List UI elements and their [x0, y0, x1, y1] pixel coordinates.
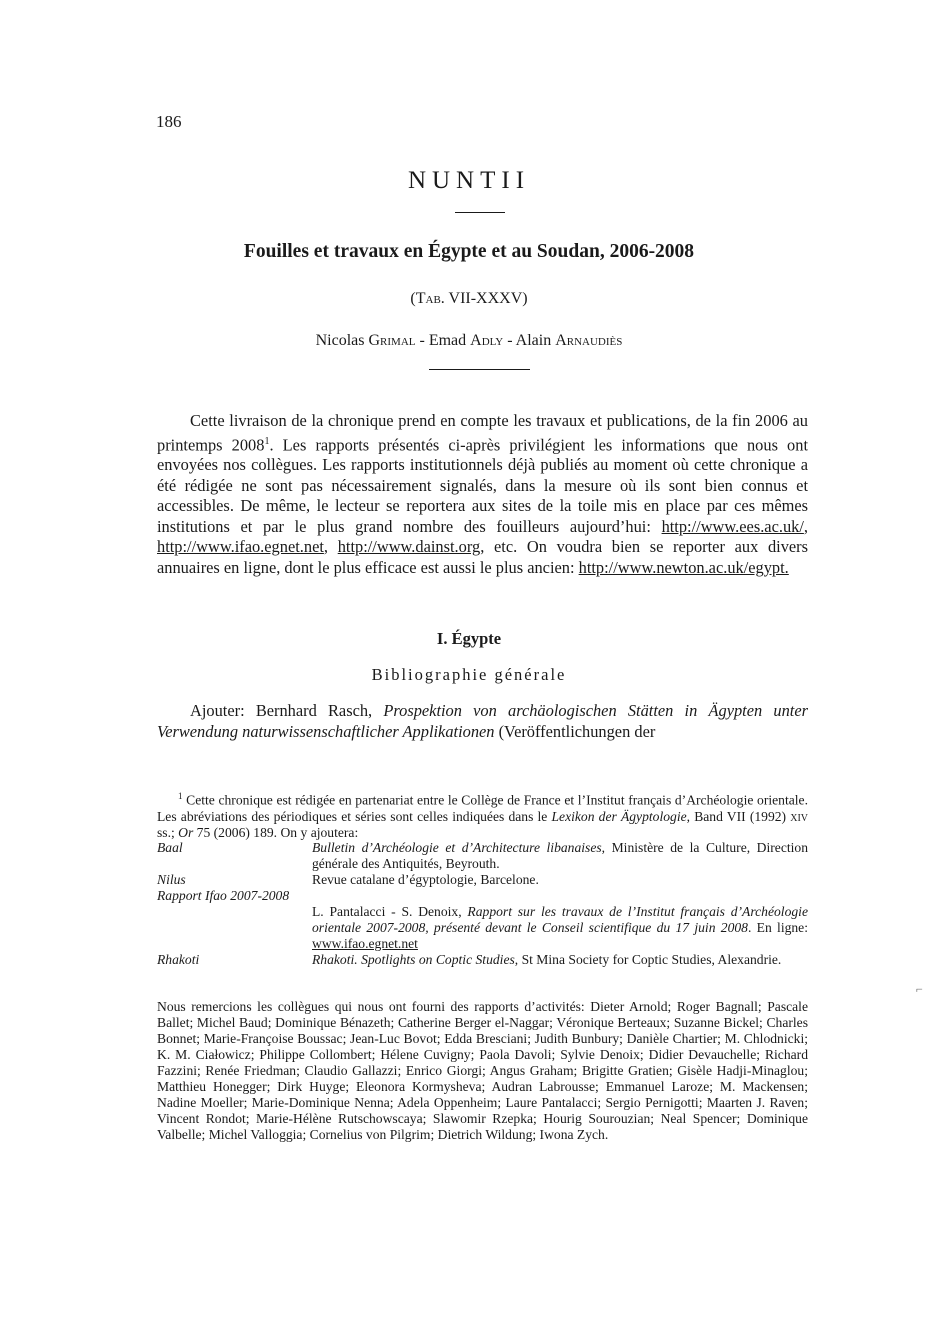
section-heading: I. Égypte [436, 629, 502, 648]
article-title: Fouilles et travaux en Égypte et au Soudan, 2006-2008 [243, 241, 695, 262]
acknowledgements-paragraph: Nous remercions les collègues qui nous ont fourni des rapports d’activités: Dieter Arnold; Roger Bagnall; Pascale Ballet; Michel Baud; Dominique Bénazeth; Catherine Berger el-Naggar; Véronique Berteaux; Suzanne Bickel; Charles Bonnet; Marie-Françoise Boussac; Jean-Luc Bovot; Edda Bresciani; Judith Bunbury; Danièle Chartier; M. Chlodnicki; K. M. Ciałowicz; Philippe Collombert; Hélene Cuvigny; Paola Davoli; Sylvie Denoix; Didier Devauchelle; Richard Fazzini; Renée Friedman; Claudio Gallazzi; Enrico Giorgi; Angus Graham; Brigitte Gratien; Gisèle Hadji-Minaglou; Matthieu Honegger; Dirk Huyge; Eleonora Kormysheva; Audran Labrousse; Emmanuel Laroze; M. Mackensen; Nadine Moeller; Marie-Dominique Nenna; Adela Oppenheim; Laure Pantalacci; Sergio Pernigotti; Maarten J. Raven; Vincent Rondot; Marie-Hélène Rutschowscaya; Slawomir Rzepka; Hourig Sourouzian; Neal Spencer; Dominique Valbelle; Michel Valloggia; Cornelius von Pilgrim; Dietrich Wildung; Iwona Zych. [157, 999, 808, 1142]
subsection-heading: Bibliographie générale [371, 665, 567, 684]
intro-paragraph: Cette livraison de la chronique prend en compte les travaux et publications, de la fin 2006 au printemps 2008$^1$. Les rapports présentés ci-après privilégient les informations que nous ont envoyées nos collègues. Les rapports institutionnels déjà publiés au moment où cette chronique a été rédigée ne sont pas nécessairement signalés, dans la mesure où ils sont bien connus et accessibles. De même, le lecteur se reportera aux sites de la toile mis en place par ces mêmes institutions et par le plus grand nombre des fouilleurs aujourd’hui: http://www.ees.ac.uk/, http://www.ifao.egnet.net, http://www.dainst.org, etc. On voudra bien se reporter aux divers annuaires en ligne, dont le plus efficace est aussi le plus ancien: http://www.newton.ac.uk/egypt. [157, 411, 809, 577]
link-newton[interactable]: http://www.newton.ac.uk/egypt. [578, 557, 789, 577]
plates-reference: (Tab. VII-XXXV) [410, 290, 528, 307]
footnote-1: $^1$ Cette chronique est rédigée en partenariat entre le Collège de France et l’Institut français d’Archéologie orientale. Les abréviations des périodiques et séries sont celles indiquées dans le Lexikon der Ägyptologie, Band VII (1992) xiv ss.; Or 75 (2006) 189. On y ajoutera: [157, 791, 808, 840]
footnote-ref[interactable]: 1 [264, 435, 270, 447]
link-ees[interactable]: http://www.ees.ac.uk/ [661, 516, 804, 536]
author-line: Nicolas Grimal - Emad Adly - Alain Arnaudiès [315, 332, 623, 349]
link-ifao[interactable]: http://www.ifao.egnet.net [157, 537, 324, 557]
author-rule [429, 369, 530, 370]
page-number: 186 [156, 112, 182, 131]
author-2: Emad Adly [428, 332, 504, 349]
author-1: Nicolas Grimal [315, 332, 416, 349]
journal-section-title: NUNTII [407, 167, 531, 194]
margin-mark: ⌐ [916, 982, 923, 996]
abbr-entry-rapport: L. Pantalacci - S. Denoix, Rapport sur les travaux de l’Institut français d’Archéologie orientale 2007-2008, présenté devant le Conseil scientifique du 17 juin 2008. En ligne: www.ifao.egnet.net [312, 904, 808, 951]
link-ifao-report[interactable]: www.ifao.egnet.net [312, 936, 418, 951]
link-dainst[interactable]: http://www.dainst.org [337, 537, 481, 557]
abbr-entry-rapport-key: Rapport Ifao 2007-2008 [157, 888, 290, 903]
abbr-entry-baal: Baal Bulletin d’Archéologie et d’Architecture libanaises, Ministère de la Culture, Direction générale des Antiquités, Beyrouth. [157, 840, 808, 871]
bibliography-paragraph: Ajouter: Bernhard Rasch, Prospektion von archäologischen Stätten in Ägypten unter Verwendung naturwissenschaftlicher Applikationen (Veröffentlichungen der [157, 701, 808, 741]
abbreviation-list [157, 840, 808, 968]
title-rule [455, 212, 505, 213]
abbr-entry-rhakoti: Rhakoti Rhakoti. Spotlights on Coptic Studies, St Mina Society for Coptic Studies, Alexandrie. [157, 952, 782, 967]
author-3: Alain Arnaudiès [515, 332, 623, 349]
abbr-entry-nilus: Nilus Revue catalane d’égyptologie, Barcelone. [157, 872, 539, 887]
